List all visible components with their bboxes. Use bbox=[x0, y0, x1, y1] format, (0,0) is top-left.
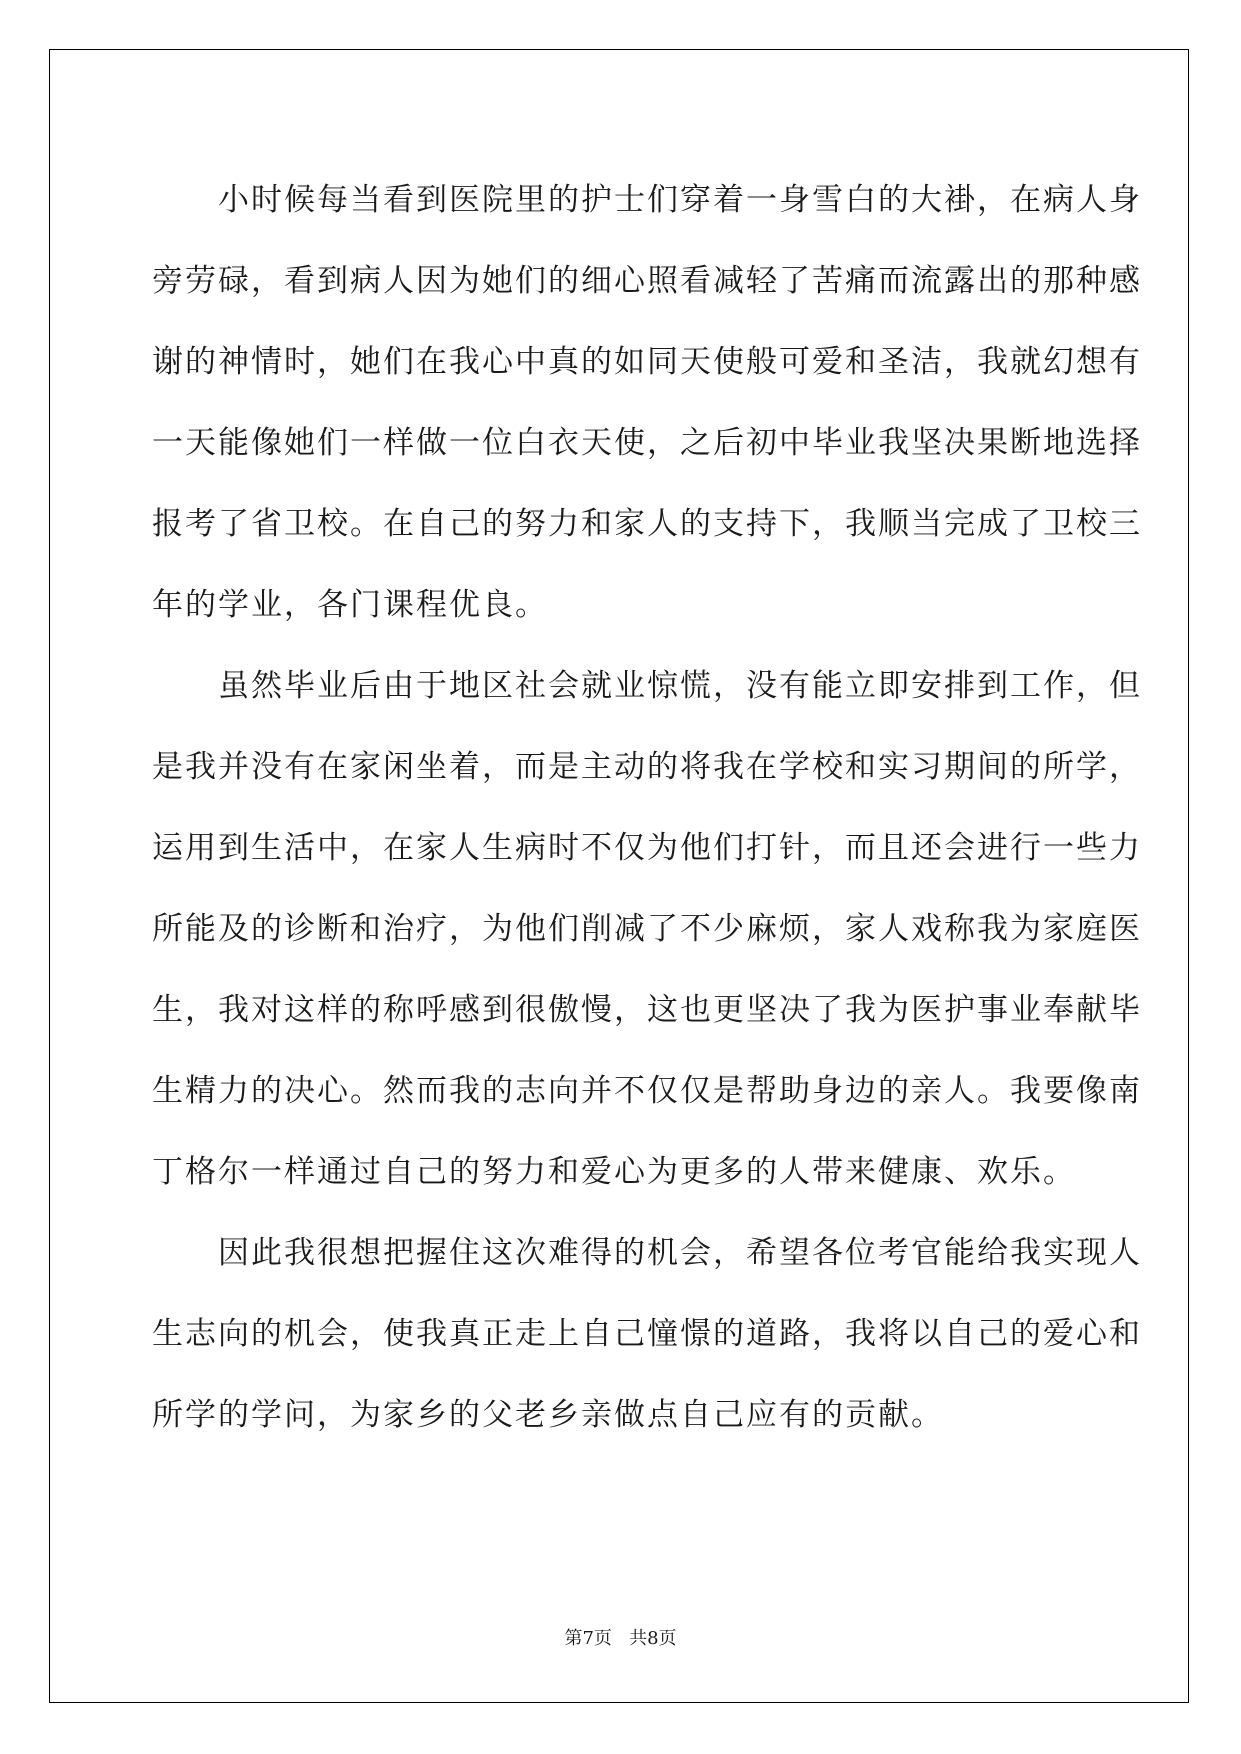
text-line: 生志向的机会，使我真正走上自己憧憬的道路，我将以自己的爱心和 bbox=[152, 1316, 1142, 1352]
paragraph-3 bbox=[152, 1213, 1142, 1456]
page-footer bbox=[0, 1624, 1241, 1650]
document-body bbox=[152, 160, 1142, 1456]
text-line: 所学的学问，为家乡的父老乡亲做点自己应有的贡献。 bbox=[152, 1397, 944, 1433]
text-line: 生精力的决心。然而我的志向并不仅仅是帮助身边的亲人。我要像南 bbox=[152, 1073, 1142, 1109]
paragraph-1 bbox=[152, 160, 1142, 646]
text-line: 是我并没有在家闲坐着，而是主动的将我在学校和实习期间的所学， bbox=[152, 749, 1142, 785]
text-line: 一天能像她们一样做一位白衣天使，之后初中毕业我坚决果断地选择 bbox=[152, 425, 1142, 461]
text-line: 因此我很想把握住这次难得的机会，希望各位考官能给我实现人 bbox=[152, 1235, 1142, 1271]
text-line: 小时候每当看到医院里的护士们穿着一身雪白的大褂，在病人身 bbox=[152, 182, 1142, 218]
text-line: 报考了省卫校。在自己的努力和家人的支持下，我顺当完成了卫校三 bbox=[152, 506, 1142, 542]
text-line: 运用到生活中，在家人生病时不仅为他们打针，而且还会进行一些力 bbox=[152, 830, 1142, 866]
text-line: 生，我对这样的称呼感到很傲慢，这也更坚决了我为医护事业奉献毕 bbox=[152, 992, 1142, 1028]
text-line: 虽然毕业后由于地区社会就业惊慌，没有能立即安排到工作，但 bbox=[152, 668, 1142, 704]
text-line: 旁劳碌，看到病人因为她们的细心照看减轻了苦痛而流露出的那种感 bbox=[152, 263, 1142, 299]
paragraph-2 bbox=[152, 646, 1142, 1213]
text-line: 年的学业，各门课程优良。 bbox=[152, 587, 548, 623]
text-line: 谢的神情时，她们在我心中真的如同天使般可爱和圣洁，我就幻想有 bbox=[152, 344, 1142, 380]
page-number: 第7页 bbox=[564, 1628, 612, 1649]
text-line: 丁格尔一样通过自己的努力和爱心为更多的人带来健康、欢乐。 bbox=[152, 1154, 1076, 1190]
page-total: 共8页 bbox=[629, 1628, 677, 1649]
text-line: 所能及的诊断和治疗，为他们削减了不少麻烦，家人戏称我为家庭医 bbox=[152, 911, 1142, 947]
